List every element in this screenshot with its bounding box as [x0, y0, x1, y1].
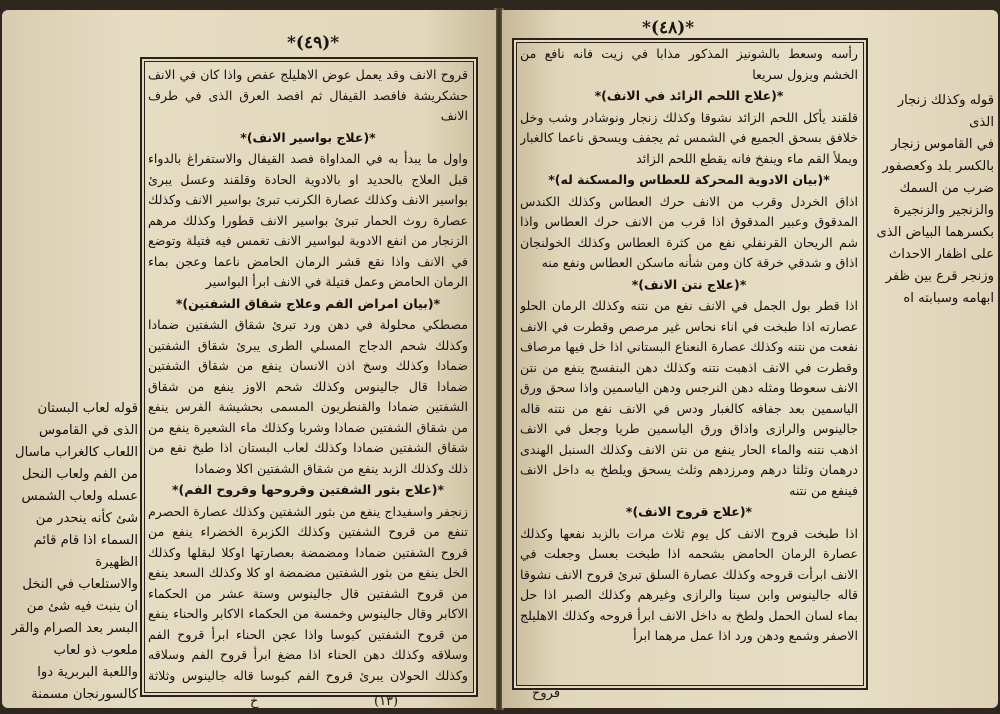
- left-footer-catchword: خ: [250, 694, 259, 708]
- margin-note-line: والاستلعاب في النخل: [22, 577, 138, 592]
- section-heading: *(علاج قروح الانف)*: [625, 504, 753, 519]
- body-paragraph: اذا قطر بول الجمل في الانف نفع من نتنه وكذلك الرمان الحلو عصارته اذا طبخت في اناء نحاس غير مرصص وقطرت في الانف نفعت من نتنه وكذلك عصارة النعناع البستاني اذا خل فيها مرصاف وقطرت في الانف اذهبت نتنه وكذلك دهن البنفسج ينفع من نتن الانف سعوطا ومثله دهن النرجس ودهن الياسمين واذا سحق ورق الياسمين بعد جفافه كالغبار ودس في الانف نفع من نتنه قاله جالينوس والرازى واذاق ورق الياسمين طريا وجعل في الانف اذهب نتنه والماء الحار ينفع من نتن الانف وكذلك السنبل الهندى درهمان وثلثا درهم ومرزدهم وثلث يسحق ويلطخ به داخل الانف فينفع من نتنه: [520, 298, 858, 498]
- left-margin-note: [4, 398, 138, 708]
- body-paragraph: اذاق الخردل وقرب من الانف حرك العطاس وكذلك الكندس المدقوق وعبير المدقوق اذا قرب من الانف حرك العطاس واذا شم الريحان القرنفلي نفع من كثرة العطاس وكذلك الخولنجان اذاق و شدقي خرقة كان ومن شأنه ماسكن العطاس ونفع منه: [520, 193, 858, 270]
- margin-note-line: واللعبة البربرية دوا: [37, 665, 138, 680]
- right-margin-note: [870, 90, 994, 310]
- body-paragraph: مصطكي محلولة في دهن ورد تبرئ شقاق الشفتين ضمادا وكذلك شحم الدجاج المسلي الطرى يبرئ شقاق الشفتين ضمادا وكذلك وسخ اذن الانسان ينفع من شقاق الشفتين ضمادا قال جالينوس وكذلك شحم الاوز ينفع من شقاق الشفتين ضمادا والقنطريون المسمى بحشيشة الفرس ينفع من شقاق الشفتين ضمادا وشربا وكذلك ماء الشعيرة ينفع من شقاق الشفتين ضمادا وكذلك لعاب البستان اذا طبخ نفع من ذلك وكذلك الزبد ينفع من شقاق الشفتين اكلا وضمادا: [148, 317, 468, 476]
- body-paragraph: قروح الانف وقد يعمل عوض الاهليلج عفص واذا كان في الانف حشكريشة فافصد القيفال ثم افصد العرق الذى في طرف الانف: [148, 67, 468, 123]
- left-page-number: *(٤٩)*: [287, 33, 340, 53]
- margin-note-line: الذى في القاموس: [39, 423, 138, 438]
- margin-note-line: على اظفار الاحداث: [888, 247, 994, 262]
- section-heading: *(علاج بواسير الانف)*: [240, 129, 376, 145]
- body-paragraph: واول ما يبدأ به في المداواة فصد القيفال والاستفراغ بالدواء قبل العلاج بالحديد او بالادوية الحادة وقلقند وعسل يبرئ بواسير الانف وكذلك عصارة الكرنب تبرئ بواسير الانف وكذلك عصارة روث الحمار تبرئ بواسير الانف قطورا وكذلك مرهم الزنجار من انفع الادوية لبواسير الانف تغمس فيه فتيلة وتوضع في الانف واذا نقع قشر الرمان الحامض ناعما وعجن بماء الرمان الحامض وعمل فتيلة في الانف ابرأ البواسير: [148, 151, 468, 289]
- body-paragraph: رأسه وسعط بالشونيز المذكور مذابا في زيت فانه نافع من الخشم ويزول سريعا: [520, 46, 858, 82]
- body-paragraph: اذا طبخت قروح الانف كل يوم ثلاث مرات بالزبد نفعها وكذلك عصارة الرمان الحامض بشحمه اذا طبخت بعسل وجعلت في الانف ابرأت قروحه وكذلك عصارة السلق تبرئ قروح الانف نشوقا قاله جالينوس وابن سينا والرازى وغيرهم وكذلك الصبر اذا حل بماء لسان الحمل ولطخ به داخل الانف ابرأ قروحه وكذلك الاهليلج الاصفر وشمع ودهن ورد اذا عمل مرهما ابرأ: [520, 525, 858, 643]
- section-heading: *(علاج بثور الشفتين وقروحها وقروح الفم)*: [171, 482, 444, 497]
- body-paragraph: قلقند يأكل اللحم الزائد نشوقا وكذلك زنجار ونوشادر وشب وخل خلافق بسحق الجميع في الشمس ثم يجفف ويسحق ناعما كالغبار ويملأ القم ماء وينفخ فانه يقطع اللحم الزائد: [520, 109, 858, 166]
- margin-note-line: كالسورنجان مسمنة: [31, 687, 138, 702]
- section-heading: *(علاج نتن الانف)*: [631, 276, 747, 292]
- left-footer-signature: (١٣): [374, 694, 399, 708]
- margin-note-line: اللعاب كالغراب ماسال: [15, 445, 138, 460]
- left-page: [2, 10, 496, 708]
- margin-note-line: عسله ولعاب الشمس: [21, 489, 138, 504]
- margin-note-line: بكسرهما البياض الذى: [876, 225, 994, 240]
- margin-note-line: قوله وكذلك زنجار الذى: [897, 93, 994, 130]
- right-page-number: *(٤٨)*: [642, 18, 695, 38]
- margin-note-line: وزنجر قرع بين ظفر: [885, 269, 994, 284]
- margin-note-line: ابهامه وسبابته اه: [903, 291, 994, 306]
- margin-note-line: شئ كأنه ينحدر من: [35, 511, 138, 526]
- margin-note-line: البسر بعد الصرام والقر: [11, 621, 138, 636]
- right-page: [502, 10, 998, 708]
- margin-note-line: ان ينبت فيه شئ من: [26, 599, 138, 614]
- right-page-body: [520, 44, 858, 680]
- body-paragraph: زنجفر واسفيداج ينفع من بثور الشفتين وكذلك عصارة الحصرم تنفع من قروح الشفتين وكذلك الكزبرة الخضراء ينفع من قروح الشفتين ضمادا ومضمضة بعصارتها اوكلا لبقلها وكذلك الخل ينفع من بثور الشفتين مضمضة او كلا وكذلك السعد ينفع من قروح الشفتين قال جالينوس وستة عشر من الحكماء الاكابر وقال جالينوس وخمسة من الحكماء الاكابر والحناء ينفع من قروح الشفتين كبوسا واذا عجن الحناء ابرأ قروح الفم وسلاقه وكذلك دهن الحناء اذا مضغ ابرأ قروح الفم وسلاقه وكذلك الحولان يبرئ قروح الفم كبوسا قاله جالينوس وثلاثة: [148, 503, 468, 683]
- margin-note-line: ملعوب ذو لعاب: [53, 643, 138, 658]
- section-heading: *(علاج اللحم الزائد في الانف)*: [594, 88, 784, 103]
- section-heading: *(بيان الادوية المحركة للعطاس والمسكنة له)*: [548, 172, 830, 187]
- margin-note-line: السماء اذا قام قائم الظهيرة: [33, 533, 138, 570]
- section-heading: *(بيان امراض الفم وعلاج شقاق الشفتين)*: [175, 295, 441, 311]
- margin-note-line: ضرب من السمك: [899, 181, 994, 196]
- margin-note-line: والزنجير والزنجيرة: [893, 203, 994, 218]
- margin-note-line: من الفم ولعاب النحل: [21, 467, 138, 482]
- margin-note-line: [4, 706, 138, 708]
- margin-note-line: بالكسر بلد وكعصفور: [882, 159, 994, 174]
- margin-note-line: في القاموس زنجار: [891, 137, 994, 152]
- right-footer-catchword: قروح: [532, 686, 561, 701]
- left-page-body: [148, 65, 468, 685]
- margin-note-line: قوله لعاب البستان: [37, 401, 138, 416]
